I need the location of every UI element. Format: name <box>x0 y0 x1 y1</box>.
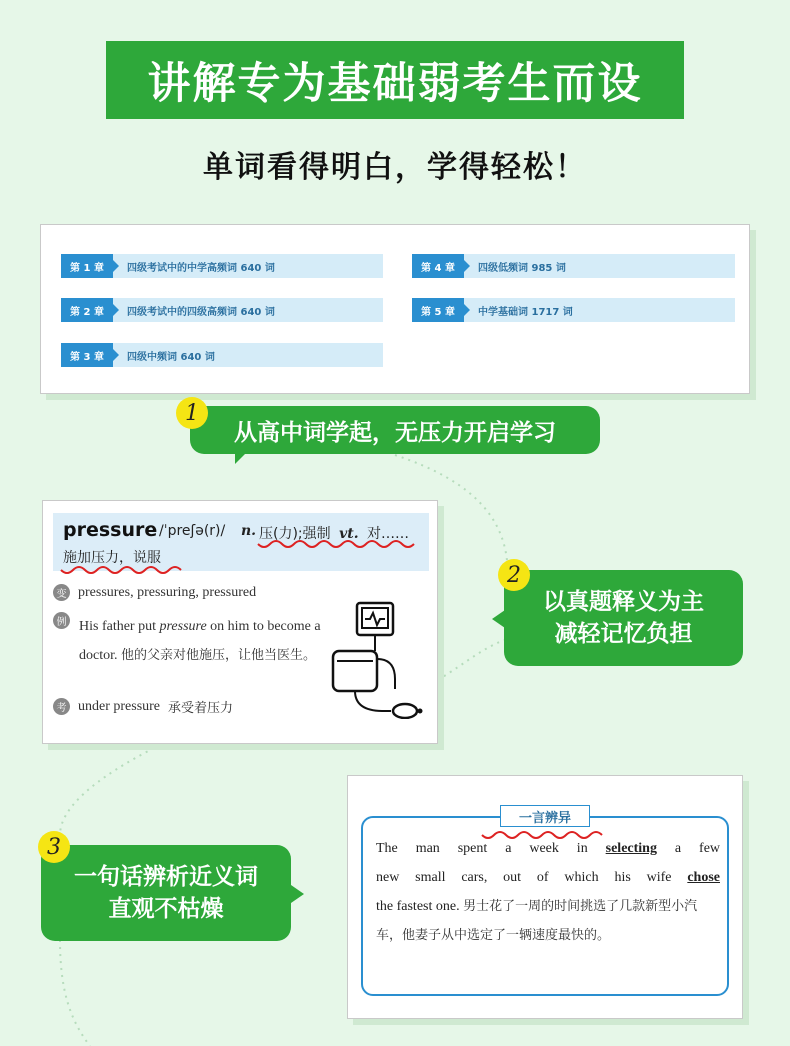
chapter-badge: 第 3 章 <box>61 343 113 367</box>
example-translation: 他的父亲对他施压，让他当医生。 <box>121 648 317 663</box>
feature-text-line: 直观不枯燥 <box>108 896 224 922</box>
note-text: the fastest one. <box>376 899 460 914</box>
phrase: under pressure <box>78 698 161 714</box>
feature-text-line: 一句话辨析近义词 <box>74 864 258 890</box>
definition-verb: 对…… <box>367 526 410 542</box>
chapter-title: 四级考试中的四级高频词 640 词 <box>127 306 275 318</box>
headword: pressure <box>63 519 158 541</box>
example-en-part: on him to become a doctor. <box>79 619 321 663</box>
red-underline-marks <box>53 513 429 593</box>
feature-text-line: 以真题释义为主 <box>543 589 704 615</box>
example-tag-line <box>53 612 78 629</box>
usage-note-card <box>347 775 743 1019</box>
phrase-line <box>53 697 233 716</box>
contents-card <box>40 224 750 394</box>
feature-text: 从高中词学起，无压力开启学习 <box>234 419 556 446</box>
note-translation: 男士花了一周的时间挑选了几款新型小汽车，他妻子从中选定了一辆速度最快的。 <box>376 899 698 943</box>
keyword-chose: chose <box>687 870 720 885</box>
page-subtitle: 单词看得明白，学得轻松！ <box>203 150 587 185</box>
headword-bar <box>53 513 429 571</box>
blood-pressure-monitor-icon <box>327 599 423 719</box>
note-line <box>376 863 720 892</box>
chapter-badge: 第 2 章 <box>61 298 113 322</box>
feature-label-1 <box>190 406 600 454</box>
example-sentence <box>79 612 327 670</box>
keyword-selecting: selecting <box>605 841 657 856</box>
part-of-speech-noun: n. <box>241 523 257 539</box>
note-text: a few <box>674 841 721 856</box>
dictionary-entry-card <box>42 500 438 744</box>
toc-item <box>61 254 383 278</box>
note-line <box>376 892 720 950</box>
toc-item <box>412 298 735 322</box>
chapter-title: 四级低频词 985 词 <box>478 262 566 274</box>
note-line <box>376 834 720 863</box>
definition-noun: 压(力);强制 <box>259 526 331 542</box>
example-en-part: His father put <box>79 619 156 634</box>
note-title: 一言辨异 <box>500 805 590 827</box>
feature-label-2 <box>504 570 743 666</box>
word-forms-line <box>53 584 256 601</box>
feature-number-badge: 3 <box>38 831 70 863</box>
toc-item <box>61 298 383 322</box>
page-title: 讲解专为基础弱考生而设 <box>106 41 684 119</box>
phrase-tag: 考 <box>53 698 70 715</box>
example-en-keyword: pressure <box>159 619 207 634</box>
feature-number-badge: 1 <box>176 397 208 429</box>
chapter-badge: 第 4 章 <box>412 254 464 278</box>
part-of-speech-verb: vt. <box>339 526 359 542</box>
chapter-title: 四级中频词 640 词 <box>127 351 215 363</box>
note-body <box>376 834 720 950</box>
phonetic: /ˈpreʃə(r)/ <box>159 523 226 539</box>
toc-item <box>412 254 735 278</box>
chapter-title: 中学基础词 1717 词 <box>478 306 573 318</box>
example-tag: 例 <box>53 612 70 629</box>
feature-number-badge: 2 <box>498 559 530 591</box>
feature-text-line: 减轻记忆负担 <box>554 621 693 647</box>
phrase-translation: 承受着压力 <box>168 701 234 716</box>
note-text: new small cars, out of which his wife <box>376 870 672 885</box>
chapter-badge: 第 5 章 <box>412 298 464 322</box>
speech-tail <box>291 885 304 903</box>
note-text: The man spent a week in <box>376 841 588 856</box>
chapter-badge: 第 1 章 <box>61 254 113 278</box>
word-forms: pressures, pressuring, pressured <box>78 584 257 600</box>
feature-label-3 <box>41 845 291 941</box>
definition-continued: 施加压力，说服 <box>63 550 161 566</box>
toc-item <box>61 343 383 367</box>
forms-tag: 变 <box>53 584 70 601</box>
chapter-title: 四级考试中的中学高频词 640 词 <box>127 262 275 274</box>
